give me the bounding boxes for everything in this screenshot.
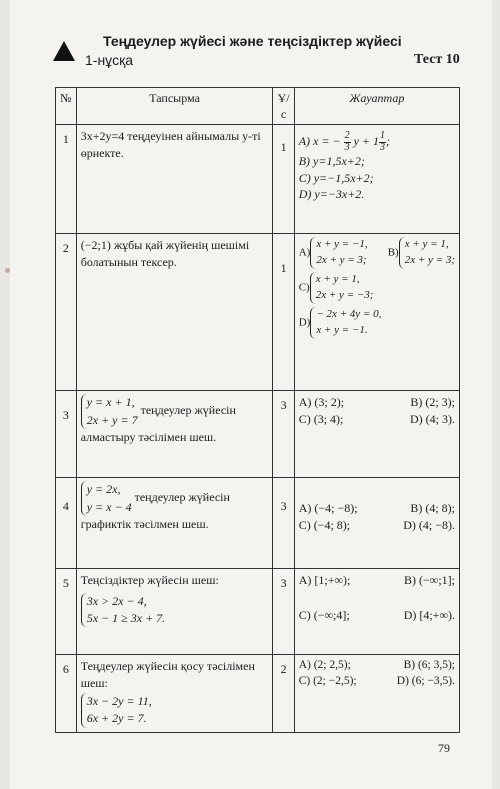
answer-options: [294, 391, 459, 478]
table-row-4: [56, 478, 460, 569]
answer-options: [294, 125, 459, 234]
answer-options: [294, 655, 459, 733]
task-text: y = x + 1, 2x + y = 7 теңдеулер жүйесін алмастыру тәсілімен шеш.: [76, 391, 273, 478]
col-task: Тапсырма: [76, 88, 273, 125]
option-b: B) (−∞;1];: [404, 573, 455, 588]
answer-key: 3: [273, 569, 294, 655]
row-number: 5: [56, 569, 77, 655]
page-mark: [5, 268, 10, 273]
table-row-3: [56, 391, 460, 478]
equation-system: y = x + 1, 2x + y = 7: [81, 394, 138, 429]
option-b: B) (4; 8);: [410, 501, 455, 516]
triangle-marker-icon: [53, 41, 75, 61]
answer-options: [294, 478, 459, 569]
option-a: A) (−4; −8);: [298, 501, 358, 516]
option-b: B) y=1,5x+2;: [298, 154, 365, 169]
answer-key: 1: [273, 125, 294, 234]
page-number: 79: [438, 741, 450, 755]
inequality-system: 3x > 2x − 4, 5x − 1 ≥ 3x + 7.: [81, 593, 165, 628]
option-c: C) (−4; 8);: [298, 517, 351, 532]
option-ab: A)x + y = −1, 2x + y = 3; B)x + y = 1, 2x + y = 3;: [299, 237, 455, 269]
task-text: Теңдеулер жүйесін қосу тәсілімен шеш: 3x − 2y = 11, 6x + 2y = 7.: [76, 655, 273, 733]
option-d: D) (4; 3).: [410, 411, 455, 426]
option-a: A) x = − $\frac{2}{3}$ y + 1 $\frac{1}{3}$ ;: [298, 130, 390, 153]
table-row-2: [56, 234, 460, 391]
task-text: 3x+2y=4 теңдеуінен айнымалы y-ті өрнекте.: [76, 125, 273, 234]
answer-options: [294, 569, 459, 655]
equation-system: − 2x + 4y = 0, x + y = −1.: [310, 307, 381, 339]
test-number: Тест 10: [414, 52, 460, 67]
table-row-1: [56, 125, 460, 234]
col-number: №: [56, 88, 77, 125]
equation-system: y = 2x, y = x − 4: [81, 481, 132, 516]
option-d: D) (6; −3,5).: [396, 674, 455, 687]
task-text: Теңсіздіктер жүйесін шеш: 3x > 2x − 4, 5x − 1 ≥ 3x + 7.: [76, 569, 273, 655]
equation-system: 3x − 2y = 11, 6x + 2y = 7.: [81, 693, 152, 728]
table-header-row: [56, 88, 460, 125]
answer-key: 1: [273, 234, 294, 391]
option-d: D)− 2x + 4y = 0, x + y = −1.: [299, 307, 455, 339]
option-c: C)x + y = 1, 2x + y = −3;: [299, 272, 455, 304]
row-number: 4: [56, 478, 77, 569]
row-number: 1: [56, 125, 77, 234]
option-c: C) (2; −2,5);: [298, 674, 357, 687]
option-b: B) (2; 3);: [410, 395, 455, 410]
col-answers: Жауаптар: [294, 88, 459, 125]
option-d: D) y=−3x+2.: [298, 186, 365, 201]
col-key: Ұ/с: [273, 88, 294, 125]
answer-options: [294, 234, 459, 391]
equation-system: x + y = −1, 2x + y = 3;: [310, 237, 367, 269]
page-title: Теңдеулер жүйесі және теңсіздіктер жүйесі: [103, 33, 402, 49]
equation-system: x + y = 1, 2x + y = −3;: [310, 272, 374, 304]
row-number: 6: [56, 655, 77, 733]
variant-label: 1-нұсқа: [85, 52, 134, 68]
option-a: A) (2; 2,5);: [298, 659, 351, 672]
table-row-6: [56, 655, 460, 733]
equation-system: x + y = 1, 2x + y = 3;: [399, 237, 455, 269]
answer-key: 2: [273, 655, 294, 733]
option-c: C) (3; 4);: [298, 411, 344, 426]
option-c: C) y=−1,5x+2;: [298, 170, 374, 185]
test-table: [55, 87, 460, 733]
option-b: B) (6; 3,5);: [403, 659, 455, 672]
answer-key: 3: [273, 391, 294, 478]
fraction: $\frac{2}{3}$: [344, 130, 350, 153]
option-d: D) (4; −8).: [403, 517, 455, 532]
fraction: $\frac{1}{3}$: [380, 130, 385, 153]
table-row-5: [56, 569, 460, 655]
row-number: 2: [56, 234, 77, 391]
task-text: (−2;1) жұбы қай жүйенің шешімі болатынын тексер.: [76, 234, 273, 391]
option-c: C) (−∞;4];: [298, 607, 350, 622]
option-d: D) [4;+∞).: [403, 607, 455, 622]
row-number: 3: [56, 391, 77, 478]
answer-key: 3: [273, 478, 294, 569]
option-a: A) (3; 2);: [298, 395, 345, 410]
task-text: y = 2x, y = x − 4 теңдеулер жүйесін графиктік тәсілмен шеш.: [76, 478, 273, 569]
option-a: A) [1;+∞);: [298, 573, 351, 588]
